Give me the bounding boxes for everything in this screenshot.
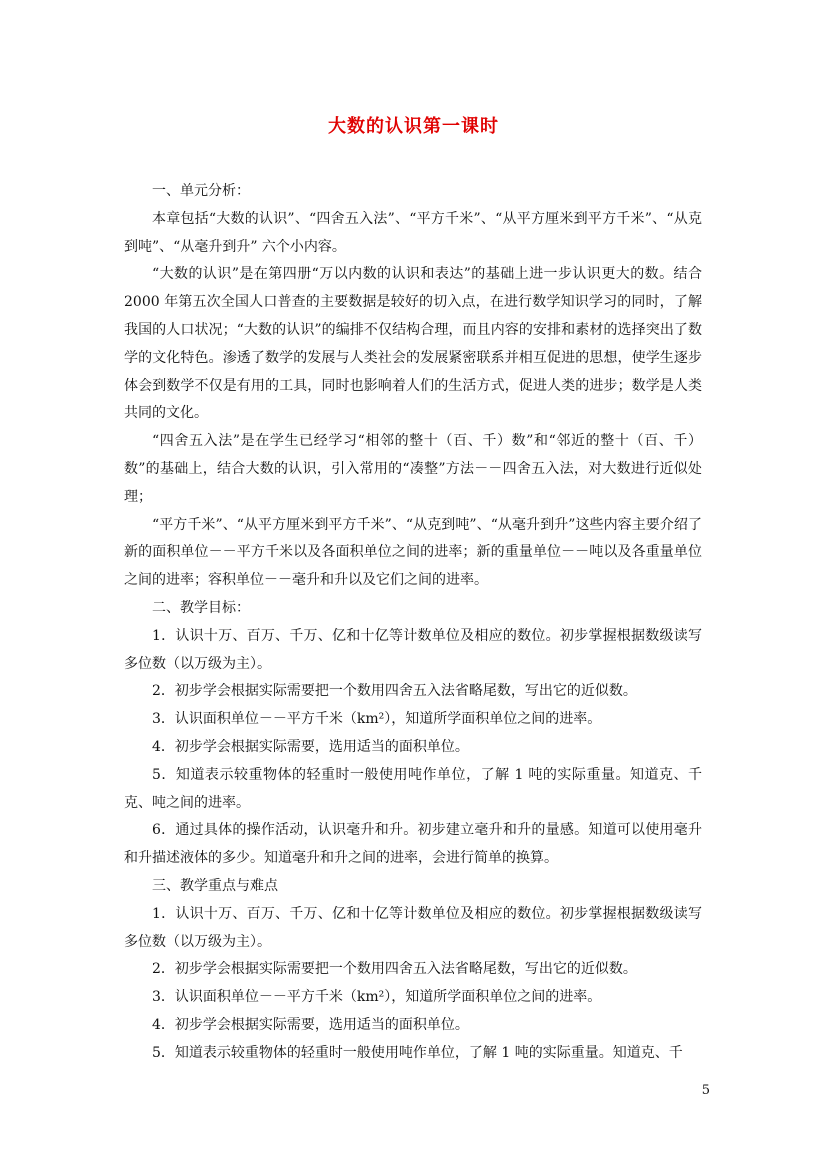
paragraph-rounding: “四舍五入法”是在学生已经学习“相邻的整十（百、千）数”和“邻近的整十（百、千）数”的基础上，结合大数的认识，引入常用的“凑整”方法－－四舍五入法，对大数进行近似处理； bbox=[124, 433, 702, 505]
objective-item: 5．知道表示较重物体的轻重时一般使用吨作单位，了解 1 吨的实际重量。知道克、千克、吨之间的进率。 bbox=[124, 766, 702, 811]
key-point-item: 4．初步学会根据实际需要，选用适当的面积单位。 bbox=[152, 1016, 469, 1033]
paragraph-big-numbers: “大数的认识”是在第四册“万以内数的认识和表达”的基础上进一步认识更大的数。结合 2000 年第五次全国人口普查的主要数据是较好的切入点，在进行数学知识学习的同时，了解我国的人口状况；“大数的认识”的编排不仅结构合理，而且内容的安排和素材的选择突出了数学的文化特色。渗透了数学的发展与人类社会的发展紧密联系并相互促进的思想，使学生逐步体会到数学不仅是有用的工具，同时也影响着人们的生活方式，促进人类的进步；数学是人类共同的文化。 bbox=[124, 266, 702, 422]
page-number: 5 bbox=[701, 1083, 710, 1098]
objective-item: 4．初步学会根据实际需要，选用适当的面积单位。 bbox=[152, 738, 469, 755]
key-point-item: 1．认识十万、百万、千万、亿和十亿等计数单位及相应的数位。初步掌握根据数级读写多位数（以万级为主）。 bbox=[124, 905, 702, 950]
paragraph-units: “平方千米”、“从平方厘米到平方千米”、“从克到吨”、“从毫升到升”这些内容主要介绍了新的面积单位－－平方千米以及各面积单位之间的进率；新的重量单位－－吨以及各重量单位之间的进率；容积单位－－毫升和升以及它们之间的进率。 bbox=[124, 516, 702, 589]
paragraph-overview: 本章包括“大数的认识”、“四舍五入法”、“平方千米”、“从平方厘米到平方千米”、“从克到吨”、“从毫升到升” 六个小内容。 bbox=[124, 210, 702, 255]
key-point-item: 5．知道表示较重物体的轻重时一般使用吨作单位，了解 1 吨的实际重量。知道克、千 bbox=[152, 1044, 683, 1061]
section-heading-objectives: 二、教学目标： bbox=[152, 599, 250, 616]
key-point-item: 2．初步学会根据实际需要把一个数用四舍五入法省略尾数，写出它的近似数。 bbox=[152, 961, 637, 978]
document-title: 大数的认识第一课时 bbox=[328, 116, 499, 137]
key-point-item: 3．认识面积单位－－平方千米（km²），知道所学面积单位之间的进率。 bbox=[152, 989, 602, 1006]
document-body bbox=[124, 178, 702, 1068]
objective-item: 6．通过具体的操作活动，认识毫升和升。初步建立毫升和升的量感。知道可以使用毫升和升描述液体的多少。知道毫升和升之间的进率，会进行简单的换算。 bbox=[124, 822, 702, 867]
objective-item: 3．认识面积单位－－平方千米（km²），知道所学面积单位之间的进率。 bbox=[152, 711, 602, 728]
objective-item: 2．初步学会根据实际需要把一个数用四舍五入法省略尾数，写出它的近似数。 bbox=[152, 683, 637, 700]
section-heading-key-points: 三、教学重点与难点 bbox=[152, 877, 278, 894]
objective-item: 1．认识十万、百万、千万、亿和十亿等计数单位及相应的数位。初步掌握根据数级读写多位数（以万级为主）。 bbox=[124, 627, 702, 672]
section-heading-unit-analysis: 一、单元分析： bbox=[152, 183, 250, 199]
